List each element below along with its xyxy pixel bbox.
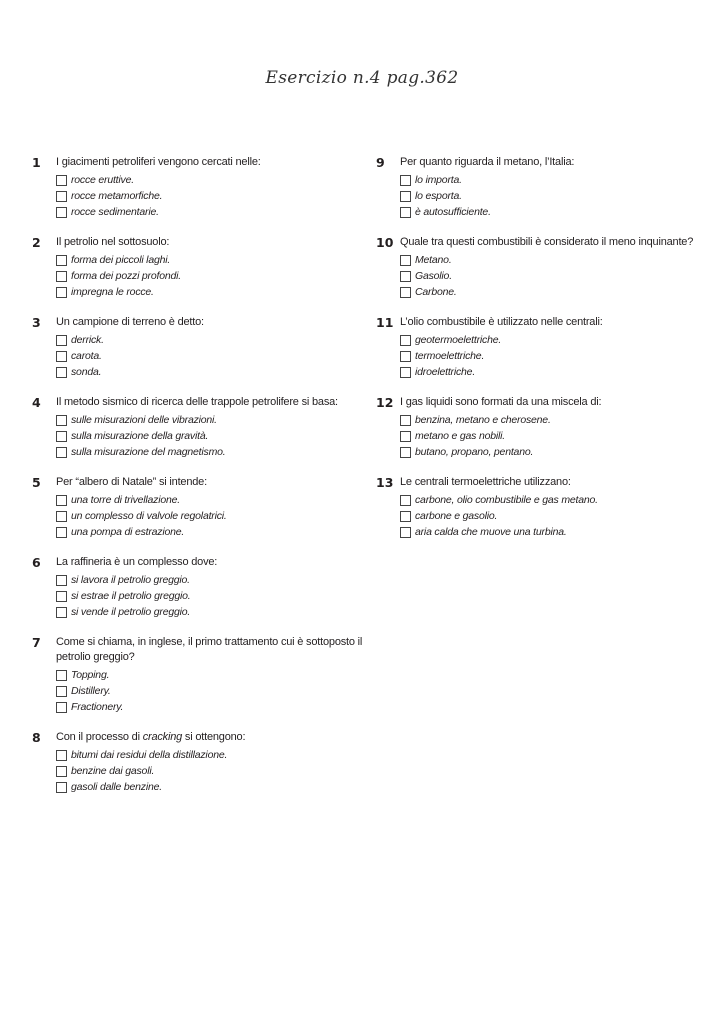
question-11 bbox=[376, 315, 716, 380]
answer-checkbox[interactable] bbox=[56, 255, 67, 266]
question-number: 13 bbox=[376, 475, 394, 490]
answer-option[interactable] bbox=[56, 204, 372, 220]
answer-checkbox[interactable] bbox=[400, 447, 411, 458]
answer-checkbox[interactable] bbox=[56, 607, 67, 618]
question-number: 5 bbox=[32, 475, 41, 490]
answer-label: sulle misurazioni delle vibrazioni. bbox=[71, 414, 217, 426]
answer-checkbox[interactable] bbox=[400, 207, 411, 218]
answer-label: Distillery. bbox=[71, 685, 111, 697]
answer-checkbox[interactable] bbox=[56, 527, 67, 538]
question-4 bbox=[32, 395, 372, 460]
answer-checkbox[interactable] bbox=[400, 511, 411, 522]
question-1 bbox=[32, 155, 372, 220]
answer-label: gasoli dalle benzine. bbox=[71, 781, 162, 793]
answer-label: impregna le rocce. bbox=[71, 286, 154, 298]
answer-label: idroelettriche. bbox=[415, 366, 476, 378]
answer-option[interactable] bbox=[56, 683, 372, 699]
question-number: 10 bbox=[376, 235, 394, 250]
answer-label: Metano. bbox=[415, 254, 452, 266]
answer-option[interactable] bbox=[56, 284, 372, 300]
question-text-after: si ottengono: bbox=[182, 731, 246, 743]
question-text: La raffineria è un complesso dove: bbox=[56, 556, 218, 568]
answer-label: butano, propano, pentano. bbox=[415, 446, 534, 458]
answer-option[interactable] bbox=[400, 204, 716, 220]
answer-label: rocce eruttive. bbox=[71, 174, 134, 186]
answer-checkbox[interactable] bbox=[56, 367, 67, 378]
answer-checkbox[interactable] bbox=[400, 527, 411, 538]
answer-checkbox[interactable] bbox=[56, 750, 67, 761]
answer-option[interactable] bbox=[56, 428, 372, 444]
answer-label: forma dei piccoli laghi. bbox=[71, 254, 171, 266]
question-text bbox=[56, 730, 245, 745]
answer-checkbox[interactable] bbox=[400, 255, 411, 266]
answer-checkbox[interactable] bbox=[400, 335, 411, 346]
answer-label: si lavora il petrolio greggio. bbox=[71, 574, 190, 586]
question-text: Il petrolio nel sottosuolo: bbox=[56, 236, 170, 248]
question-text: Un campione di terreno è detto: bbox=[56, 316, 204, 328]
answer-checkbox[interactable] bbox=[400, 367, 411, 378]
answer-label: Gasolio. bbox=[415, 270, 452, 282]
question-text: Come si chiama, in inglese, il primo trattamento cui è sottoposto il petrolio greggio? bbox=[56, 636, 363, 663]
question-number: 2 bbox=[32, 235, 41, 250]
answer-option[interactable] bbox=[56, 667, 372, 683]
answer-checkbox[interactable] bbox=[56, 670, 67, 681]
answer-checkbox[interactable] bbox=[56, 575, 67, 586]
answer-option[interactable] bbox=[56, 588, 372, 604]
answer-checkbox[interactable] bbox=[56, 782, 67, 793]
questions-left-column bbox=[32, 155, 372, 810]
answer-checkbox[interactable] bbox=[56, 175, 67, 186]
answer-option[interactable] bbox=[400, 428, 716, 444]
question-number: 6 bbox=[32, 555, 41, 570]
question-13 bbox=[376, 475, 716, 540]
answer-label: rocce metamorfiche. bbox=[71, 190, 163, 202]
answer-option[interactable] bbox=[56, 763, 372, 779]
answer-checkbox[interactable] bbox=[56, 271, 67, 282]
answer-option[interactable] bbox=[56, 604, 372, 620]
answer-option[interactable] bbox=[400, 284, 716, 300]
questions-right-column bbox=[376, 155, 716, 555]
page-title: Esercizio n.4 pag.362 bbox=[265, 68, 459, 88]
answer-option[interactable] bbox=[56, 779, 372, 795]
answer-option[interactable] bbox=[56, 572, 372, 588]
answer-checkbox[interactable] bbox=[56, 591, 67, 602]
answer-option[interactable] bbox=[56, 492, 372, 508]
answer-checkbox[interactable] bbox=[56, 415, 67, 426]
question-number: 4 bbox=[32, 395, 41, 410]
answer-label: carbone e gasolio. bbox=[415, 510, 498, 522]
answer-label: si estrae il petrolio greggio. bbox=[71, 590, 191, 602]
answer-label: una pompa di estrazione. bbox=[71, 526, 185, 538]
question-number: 7 bbox=[32, 635, 41, 650]
answer-label: forma dei pozzi profondi. bbox=[71, 270, 181, 282]
question-text: I gas liquidi sono formati da una miscela di: bbox=[400, 396, 602, 408]
question-12 bbox=[376, 395, 716, 460]
answer-option[interactable] bbox=[56, 332, 372, 348]
answer-label: sulla misurazione della gravità. bbox=[71, 430, 209, 442]
answer-label: Carbone. bbox=[415, 286, 457, 298]
answer-option[interactable] bbox=[400, 444, 716, 460]
question-3 bbox=[32, 315, 372, 380]
answer-label: Topping. bbox=[71, 669, 110, 681]
answer-label: lo importa. bbox=[415, 174, 462, 186]
answer-option[interactable] bbox=[56, 188, 372, 204]
answer-option[interactable] bbox=[400, 412, 716, 428]
answer-label: termoelettriche. bbox=[415, 350, 485, 362]
answer-option[interactable] bbox=[400, 492, 716, 508]
answer-option[interactable] bbox=[56, 412, 372, 428]
question-6 bbox=[32, 555, 372, 620]
question-2 bbox=[32, 235, 372, 300]
answer-option[interactable] bbox=[56, 444, 372, 460]
answer-checkbox[interactable] bbox=[400, 271, 411, 282]
answer-label: rocce sedimentarie. bbox=[71, 206, 159, 218]
answer-label: carbone, olio combustibile e gas metano. bbox=[415, 494, 598, 506]
question-text: Quale tra questi combustibili è considerato il meno inquinante? bbox=[400, 236, 694, 248]
answer-option[interactable] bbox=[56, 348, 372, 364]
question-text: Per “albero di Natale” si intende: bbox=[56, 476, 207, 488]
answer-option[interactable] bbox=[56, 508, 372, 524]
answer-checkbox[interactable] bbox=[56, 287, 67, 298]
question-10 bbox=[376, 235, 716, 300]
answer-checkbox[interactable] bbox=[56, 766, 67, 777]
answer-label: lo esporta. bbox=[415, 190, 462, 202]
answer-checkbox[interactable] bbox=[56, 495, 67, 506]
answer-label: si vende il petrolio greggio. bbox=[71, 606, 191, 618]
answer-label: una torre di trivellazione. bbox=[71, 494, 180, 506]
question-text: Le centrali termoelettriche utilizzano: bbox=[400, 476, 571, 488]
answer-option[interactable] bbox=[400, 348, 716, 364]
answer-checkbox[interactable] bbox=[56, 335, 67, 346]
answer-option[interactable] bbox=[400, 172, 716, 188]
answer-option[interactable] bbox=[400, 364, 716, 380]
question-number: 11 bbox=[376, 315, 394, 330]
question-7 bbox=[32, 635, 372, 715]
question-8 bbox=[32, 730, 372, 795]
answer-option[interactable] bbox=[56, 524, 372, 540]
answer-checkbox[interactable] bbox=[400, 287, 411, 298]
answer-checkbox[interactable] bbox=[400, 191, 411, 202]
answer-label: è autosufficiente. bbox=[415, 206, 491, 218]
answer-checkbox[interactable] bbox=[400, 175, 411, 186]
answer-option[interactable] bbox=[56, 172, 372, 188]
answer-label: benzina, metano e cherosene. bbox=[415, 414, 551, 426]
answer-checkbox[interactable] bbox=[56, 351, 67, 362]
answer-checkbox[interactable] bbox=[400, 415, 411, 426]
answer-label: metano e gas nobili. bbox=[415, 430, 505, 442]
answer-checkbox[interactable] bbox=[56, 207, 67, 218]
answer-option[interactable] bbox=[400, 268, 716, 284]
answer-checkbox[interactable] bbox=[400, 495, 411, 506]
answer-checkbox[interactable] bbox=[56, 447, 67, 458]
answer-label: sonda. bbox=[71, 366, 102, 378]
answer-label: sulla misurazione del magnetismo. bbox=[71, 446, 226, 458]
answer-option[interactable] bbox=[400, 524, 716, 540]
answer-option[interactable] bbox=[400, 508, 716, 524]
answer-label: bitumi dai residui della distillazione. bbox=[71, 749, 228, 761]
answer-option[interactable] bbox=[56, 747, 372, 763]
question-number: 9 bbox=[376, 155, 385, 170]
question-text: Per quanto riguarda il metano, l’Italia: bbox=[400, 156, 575, 168]
answer-checkbox[interactable] bbox=[400, 351, 411, 362]
question-number: 3 bbox=[32, 315, 41, 330]
answer-checkbox[interactable] bbox=[56, 702, 67, 713]
answer-checkbox[interactable] bbox=[56, 686, 67, 697]
answer-checkbox[interactable] bbox=[56, 511, 67, 522]
question-text: I giacimenti petroliferi vengono cercati nelle: bbox=[56, 156, 261, 168]
question-9 bbox=[376, 155, 716, 220]
answer-option[interactable] bbox=[400, 188, 716, 204]
answer-option[interactable] bbox=[56, 364, 372, 380]
question-number: 1 bbox=[32, 155, 41, 170]
answer-label: un complesso di valvole regolatrici. bbox=[71, 510, 227, 522]
question-text-italic: cracking bbox=[142, 731, 183, 743]
answer-option[interactable] bbox=[56, 252, 372, 268]
answer-label: Fractionery. bbox=[71, 701, 124, 713]
question-5 bbox=[32, 475, 372, 540]
question-text: L’olio combustibile è utilizzato nelle centrali: bbox=[400, 316, 603, 328]
answer-label: geotermoelettriche. bbox=[415, 334, 502, 346]
answer-checkbox[interactable] bbox=[56, 191, 67, 202]
answer-checkbox[interactable] bbox=[400, 431, 411, 442]
answer-option[interactable] bbox=[56, 699, 372, 715]
question-number: 8 bbox=[32, 730, 41, 745]
answer-checkbox[interactable] bbox=[56, 431, 67, 442]
answer-label: benzine dai gasoli. bbox=[71, 765, 155, 777]
answer-option[interactable] bbox=[400, 252, 716, 268]
answer-label: carota. bbox=[71, 350, 102, 362]
question-text-before: Con il processo di bbox=[56, 731, 143, 743]
question-text: Il metodo sismico di ricerca delle trappole petrolifere si basa: bbox=[56, 396, 338, 408]
answer-option[interactable] bbox=[400, 332, 716, 348]
answer-option[interactable] bbox=[56, 268, 372, 284]
answer-label: derrick. bbox=[71, 334, 104, 346]
question-number: 12 bbox=[376, 395, 394, 410]
answer-label: aria calda che muove una turbina. bbox=[415, 526, 567, 538]
